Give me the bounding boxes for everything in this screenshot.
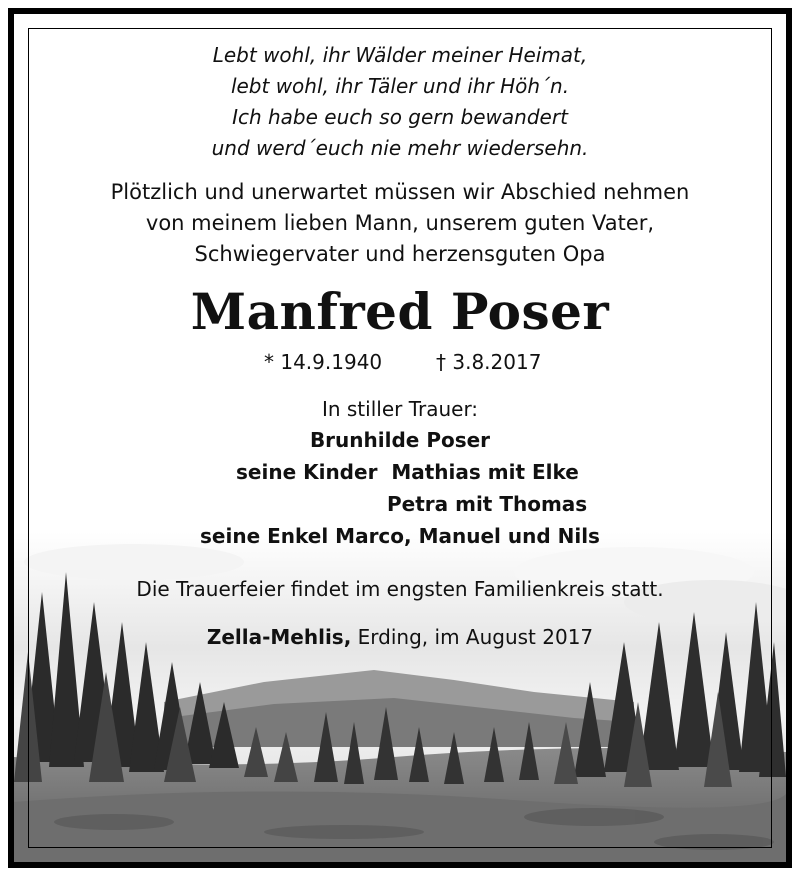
place-city: Zella-Mehlis, (206, 625, 352, 649)
intro-text (14, 177, 786, 270)
place-date (14, 625, 786, 649)
mourning-heading: In stiller Trauer: (321, 397, 479, 421)
poem-line: und werd´euch nie mehr wiedersehn. (211, 136, 589, 160)
mourner-line: seine Enkel Marco, Manuel und Nils (200, 524, 600, 548)
poem-line: Ich habe euch so gern bewandert (232, 105, 568, 129)
birth-date: * 14.9.1940 (264, 350, 383, 374)
mourner-line: seine Kinder Mathias mit Elke (236, 460, 579, 484)
mourner-line: Brunhilde Poser (309, 428, 491, 452)
obituary-frame (8, 8, 792, 868)
intro-line: Schwiegervater und herzensguten Opa (194, 242, 606, 266)
mourner-line: Petra mit Thomas (387, 492, 588, 516)
deceased-name: Manfred Poser (190, 282, 610, 341)
place-rest: Erding, im August 2017 (351, 625, 594, 649)
service-notice: Die Trauerfeier findet im engsten Familienkreis statt. (136, 577, 664, 601)
intro-line: Plötzlich und unerwartet müssen wir Abschied nehmen (110, 180, 690, 204)
intro-line: von meinem lieben Mann, unserem guten Vater, (145, 211, 655, 235)
death-date: † 3.8.2017 (436, 350, 542, 374)
poem-line: Lebt wohl, ihr Wälder meiner Heimat, (212, 43, 588, 67)
poem-line: lebt wohl, ihr Täler und ihr Höh´n. (230, 74, 570, 98)
poem (14, 40, 786, 164)
